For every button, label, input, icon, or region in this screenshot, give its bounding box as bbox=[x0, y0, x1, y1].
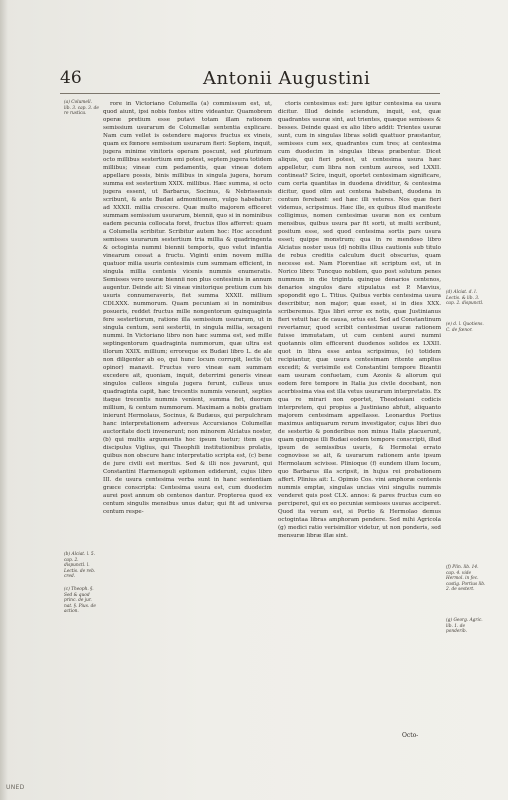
margin-note-b: (b) Alciat. l. 5. cap. 2. dispunctl. l. Lectis. de reb. cred. bbox=[64, 552, 96, 580]
body-column-right bbox=[278, 100, 441, 732]
body-text-right: ctoris centesimus est: jure igitur centesima ea usura dicitur. Illud deinde sciendum, inquit, est, quæ quadrantes usuræ sint, aut trientes, quæque semisses & besses. Deinde quasi ex alio libro addit: Trientes usuræ sunt, cum in singulas libras solidi quattuor præstantur, semisses cum sex, quadrantes cum tres; at centesima cum duodecim in singulas libras præbentur. Dicet aliquis, qui fieri potest, ut centesima usura hæc appelletur, cum libra non centum aureos, sed LXXII. contineat? Scire, inquit, oportet centesimam significare, cum certa quantitas in duodena dividitur, & centesima dicitur, quod olim aut centena habebant, duodena in centum ferebant: sed hæc illi veteres. Nos quæ fieri videmus, scripsimus. Hæc ille, ex quibus illud manifeste colligimus, nomen centesimæ usuræ non ex centum mensibus, quibus usura par fit sorti, ut multi scribunt, positum esse, sed quod centesima sortis pars usura esset; quippe monstrum; qua in re mendoso libro Alciatus noster usus (d) nobilis illius cautionis sub titulo de rebus creditis calculum ducit obscurius, quam necesse est. Nam Florentiae sit scriptum est, ut in Norico libro: Tuncquo nobilem, quo post solutum penes nummum in die triginta quinque denarios centenos, denarios singulos dare stipulatus est P. Mævius, spopondit ego L. Titius. Quibus verbis centesima usura describitur, non major; quæ esset, si in dies XXX. scriberemus. Ejus libri error ex notis, quæ Justinianus fieri vetuit hac de causa, ortus est. Sed ad Constantinum revertamur, quod scribit centesimæ usuræ rationem fuisse immutatam, ut cum centeni aurei nummi quotannis olim efficerent duodenos solidos ex LXXII. quot in libra esse antea scripsimus, (e) totidem recipiantur, quæ usura centesimam ritente amplius excedit; & verisimile est Constantini tempore Bizantii eam usuram confuetam, cum Azonis & aliorum qui eodem fere tempore in Italia jus civile docebant, non acerbissima visa est illa vetus usurarum interpretatio. Ex qua re mirari non oportet, Theodosiani codicis interpretem, qui propius a Justiniano abfuit, aliquanto majorem centesimam appellasse. Leonardus Portius maximus antiquarum rerum investigator, cujus libri duo de sestertio & ponderibus non minus Italis placuerunt, quam quinque illi Budæi eodem tempore conscripti, illud ipsum de semissibus usuris, & Hermolai errato cognovisse se ait, & usurarum rationem ante ipsum Hermolaum scivisse. Plinioque (f) eundem illum locum, quo Barbarus illa scripsit, in hujus rei probationem affert. Plinius ait: L. Opimio Cos. vini amphoræ centenis nummis emptæ, singulas uncias vini singulis nummis venderet quis post CLX. annos: & pares fructus cum eo perciperet, qui ex eo pecuniæ semisses usuras acciperet. Quod ita verum est, si Portio & Hermolao demus octogintaa libras amphoram pendere. Sed mihi Agricola (g) medici ratio verisimilior videtur, ut non ponderis, sed mensuræ libræ illæ sint. bbox=[278, 101, 441, 539]
page-number: 46 bbox=[60, 68, 82, 88]
margin-note-f: (f) Plin. lib. 14. cap. 4. vide Hermol. in fec. castig. Portius lib. 2. de sestert. bbox=[446, 565, 486, 593]
margin-note-c: (c) Theoph. §. Sed & quod princ. de jur. nat. §. Pius. de action. bbox=[64, 587, 96, 615]
body-column-left bbox=[103, 100, 272, 732]
margin-note-a: (a) Columell. lib. 3. cap. 3. de re rustica. bbox=[64, 100, 99, 117]
margin-note-d: (d) Alciat. d. l. Lectis. & lib. 3. cap. 2. dispunctl. bbox=[446, 290, 484, 307]
margin-note-e: (e) d. l. Quotiens. C. de fœnor. bbox=[446, 322, 484, 333]
page-edge-shadow bbox=[0, 0, 8, 800]
body-text-left: rore in Victoriano Columella (a) commissum est, ut, quod aiunt, ipsi nobis fontes sitire videantur. Quamobrem operæ pretium esse putavi totam illam rationem semissium usurarum de Columellæ sententia explicare. Nam cum vellet is ostendere majores fructus ex vineis, quam ex fœnore semissium usurarum fieri: Septem, inquit, jugera minime vinitoris operam poscunt, sed plurimum octo millibus sestertium emi potest, septem jugera totidem millibus; vineæ cum pedamentis, quæ vineæ dotem appellare possis, binis millibus in singula jugera, horum summa est sestertium XXIX. millibus. Hæc summa, si octo jugera essent, ut Barbarus, Socinus, & Nebrissensis scribunt, & ante Budæi admonitionem, vulgo habebatur: ad XXXII. millia crescere. Quæ multo majorem efficeret summam semissium usurarum, biennii, quo si in nominibus eadem pecunia collocata foret, fructus illos afferret: quam a Columella scribitur. Scribitur autem hoc: Hoc accedunt semisses usurarum sestertium tria millia & quadringenta & octoginta nummi biennii temporis, quo velut infantia vinearum cessat a fructu. Viginti enim novem millia quatuor milia usuris centesimis cum summam efficient, in singula millia centenis vicenis nummis enumeratis. Semisses vero usuræ biennii non plus centesimis in annum augentur. Deinde ait: Si vineæ vinitorique pretium cum his usuris connumeraveris, fiet summa XXXII. millium CDLXXX. nummorum. Quam pecuniam si in nominibus posueris, reddet fructus mille nongentorum quinquaginta fere sestertiorum, ratione illa semissium usurarum, ut in singula centum, seni sestertii, in singula millia, sexageni nummi. In Victoriano libro non hæc summa est, sed mille septingentorum quadraginta nummorum, quæ ultra est illorum XXIX. millium; erroreque ex Budæi libro L. de ale non diligenter ab eo, qui hunc locum corrupit, lectis (ut opinor) manavit. Fructus vero vineæ eam summam excedere ait, quoniam, inquit, deterrimi generis vineæ singulos culleos singula jugera ferunt, culleus unus quadraginta capit, hæc trecentis nummis veneunt, septies itaque trecentis nummis venient, summa fiet, duorum millium, & centum nummorum. Maximam a nobis gratiam inierunt Hermolaus, Socinus, & Budæus, qui perpulchram hanc interpretationem adversus Accursianos Columellæ auctoritate docti invenerunt; non minorem Alciatus noster, (b) qui multis argumentis hoc ipsum tuetur; item ejus discipulus Viglius, qui Theophili institutionibus prolatis, quibus non obscure hanc interpretatio scripta est, (c) bene de jure civili est meritus. Sed & illi nos juvarunt, qui Constantini Harmenopuli epitomen ediderunt, cujus libro III. de usura centesima verba sunt in hanc sententiam græce conscripta: Centesima usura est, cum duodecim aurei post annum ob centenos dantur. Propterea quod ex centum singulis mensibus unus datur, qui fit ad universa centum respe- bbox=[103, 101, 272, 515]
source-watermark: UNED bbox=[6, 784, 25, 791]
catchword: Octo- bbox=[402, 732, 419, 739]
margin-note-g: (g) Georg. Agric. lib. 1. de ponderib. bbox=[446, 618, 483, 635]
header-rule bbox=[60, 93, 440, 94]
running-head: Antonii Augustini bbox=[203, 68, 371, 89]
